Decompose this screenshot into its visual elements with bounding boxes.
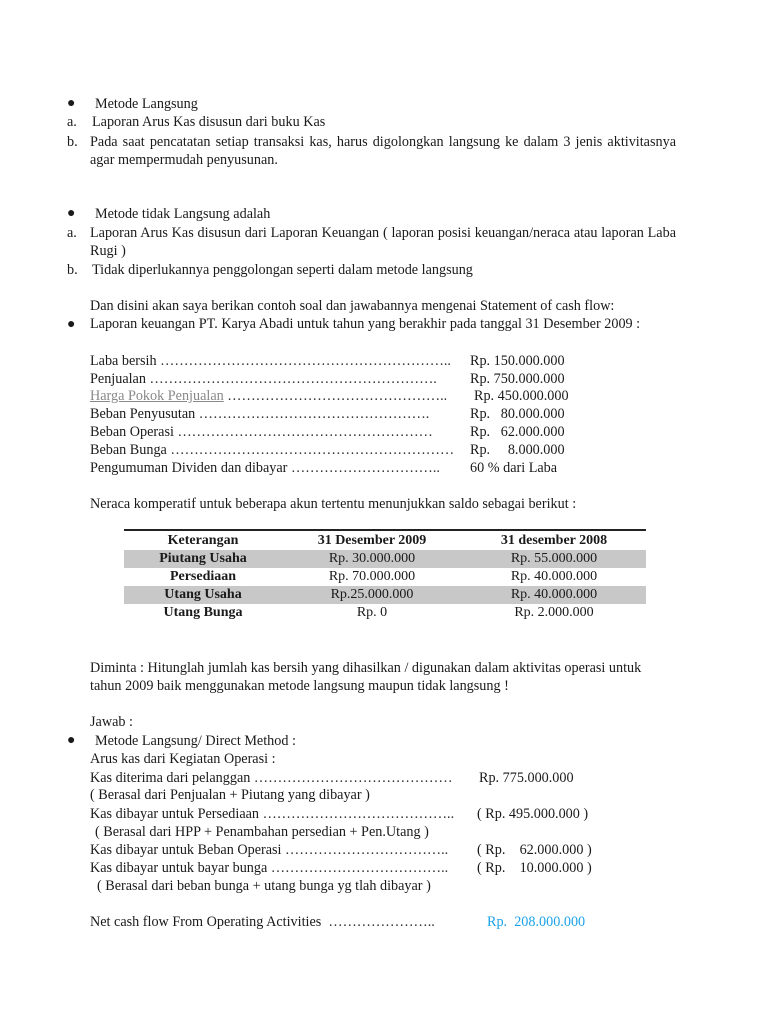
bullet-dot-icon: ● [67, 733, 76, 748]
answer-label: Jawab : [90, 714, 133, 730]
question-text: Diminta : Hitunglah jumlah kas bersih yang dihasilkan / digunakan dalam aktivitas operasi untuk tahun 2009 baik menggunakan metode langsung maupun tidak langsung ! [90, 660, 642, 694]
problem-statement: Laporan keuangan PT. Karya Abadi untuk tahun yang berakhir pada tanggal 31 Desember 2009 : [90, 316, 641, 332]
list-item: Tidak diperlukannya penggolongan seperti dalam metode langsung [92, 262, 473, 278]
net-cash-flow-label: Net cash flow From Operating Activities ………………….. [90, 914, 435, 930]
fin-line-label: Laba bersih …………………………………………………….. [90, 353, 451, 369]
fin-line-label: Beban Bunga …………………………………………………… [90, 442, 455, 458]
answer-note: ( Berasal dari Penjualan + Piutang yang dibayar ) [90, 787, 370, 803]
bullet-dot-icon: ● [67, 317, 76, 332]
answer-line-value: ( Rp. 495.000.000 ) [477, 806, 589, 822]
table-cell: Rp. 55.000.000 [462, 550, 646, 568]
bullet-dot-icon: ● [67, 96, 76, 111]
net-cash-flow-value: Rp. 208.000.000 [487, 914, 586, 930]
answer-line-label: Kas diterima dari pelanggan …………………………………… [90, 770, 453, 786]
table-cell: Rp. 2.000.000 [514, 605, 594, 620]
answer-line-label: Kas dibayar untuk bayar bunga ……………………………….. [90, 860, 449, 876]
answer-line-label: Kas dibayar untuk Beban Operasi …………………………….. [90, 842, 449, 858]
fin-line-label: Penjualan ……………………………………………………. [90, 371, 437, 387]
table-cell: Rp. 0 [356, 605, 388, 620]
table-row [124, 586, 646, 604]
bullet-dot-icon: ● [67, 206, 76, 221]
fin-line-label: Beban Penyusutan …………………………………………. [90, 406, 430, 422]
fin-line-value: Rp. 8.000.000 [470, 442, 565, 458]
fin-line-label: Harga Pokok Penjualan ……………………………………….. [90, 388, 448, 404]
list-marker: a. [67, 114, 77, 130]
answer-line-value: ( Rp. 62.000.000 ) [477, 842, 592, 858]
table-cell: Piutang Usaha [124, 550, 282, 568]
table-cell: Utang Bunga [163, 605, 243, 620]
fin-line-label: Beban Operasi ……………………………………………… [90, 424, 433, 440]
section-direct-heading: Metode Langsung [95, 96, 198, 112]
table-cell: Rp. 40.000.000 [510, 569, 598, 584]
fin-line-value: Rp. 62.000.000 [470, 424, 565, 440]
table-cell: Utang Usaha [124, 586, 282, 604]
fin-line-value: 60 % dari Laba [470, 460, 558, 476]
fin-line-value: Rp. 450.000.000 [474, 388, 569, 404]
table-cell: Rp. 40.000.000 [462, 586, 646, 604]
answer-line-value: Rp. 775.000.000 [479, 770, 574, 786]
list-marker: b. [67, 262, 78, 278]
answer-line-label: Kas dibayar untuk Persediaan ………………………………….. [90, 806, 455, 822]
fin-line-value: Rp. 80.000.000 [470, 406, 565, 422]
answer-note: ( Berasal dari HPP + Penambahan persedian + Pen.Utang ) [95, 824, 429, 840]
list-item: Laporan Arus Kas disusun dari Laporan Keuangan ( laporan posisi keuangan/neraca atau laporan Laba Rugi ) [90, 225, 676, 259]
neraca-table [124, 529, 646, 622]
fin-line-value: Rp. 750.000.000 [470, 371, 565, 387]
neraca-intro: Neraca komperatif untuk beberapa akun tertentu menunjukkan saldo sebagai berikut : [90, 496, 577, 512]
column-header: 31 Desember 2009 [282, 530, 462, 550]
table-cell: Rp. 30.000.000 [282, 550, 462, 568]
fin-line-label: Pengumuman Dividen dan dibayar ………………………….. [90, 460, 440, 476]
list-item: Pada saat pencatatan setiap transaksi kas, harus digolongkan langsung ke dalam 3 jenis aktivitasnya agar mempermudah penyusunan. [90, 134, 676, 168]
answer-note: ( Berasal dari beban bunga + utang bunga yg tlah dibayar ) [97, 878, 431, 894]
list-marker: a. [67, 225, 77, 241]
answer-line-value: ( Rp. 10.000.000 ) [477, 860, 592, 876]
hpp-link[interactable]: Harga Pokok Penjualan [90, 388, 224, 404]
table-row [124, 568, 646, 586]
table-row [124, 550, 646, 568]
table-header-row [124, 530, 646, 550]
column-header: Keterangan [124, 530, 282, 550]
table-cell: Rp. 70.000.000 [328, 569, 416, 584]
intro-text: Dan disini akan saya berikan contoh soal dan jawabannya mengenai Statement of cash flow: [90, 298, 615, 314]
fin-line-value: Rp. 150.000.000 [470, 353, 565, 369]
table-row [124, 604, 646, 622]
answer-subheading: Arus kas dari Kegiatan Operasi : [90, 751, 276, 767]
list-item: Laporan Arus Kas disusun dari buku Kas [92, 114, 326, 130]
column-header: 31 desember 2008 [462, 530, 646, 550]
answer-method-heading: Metode Langsung/ Direct Method : [95, 733, 296, 749]
section-indirect-heading: Metode tidak Langsung adalah [95, 206, 271, 222]
table-cell: Persediaan [169, 569, 237, 584]
list-marker: b. [67, 134, 78, 150]
table-cell: Rp.25.000.000 [282, 586, 462, 604]
